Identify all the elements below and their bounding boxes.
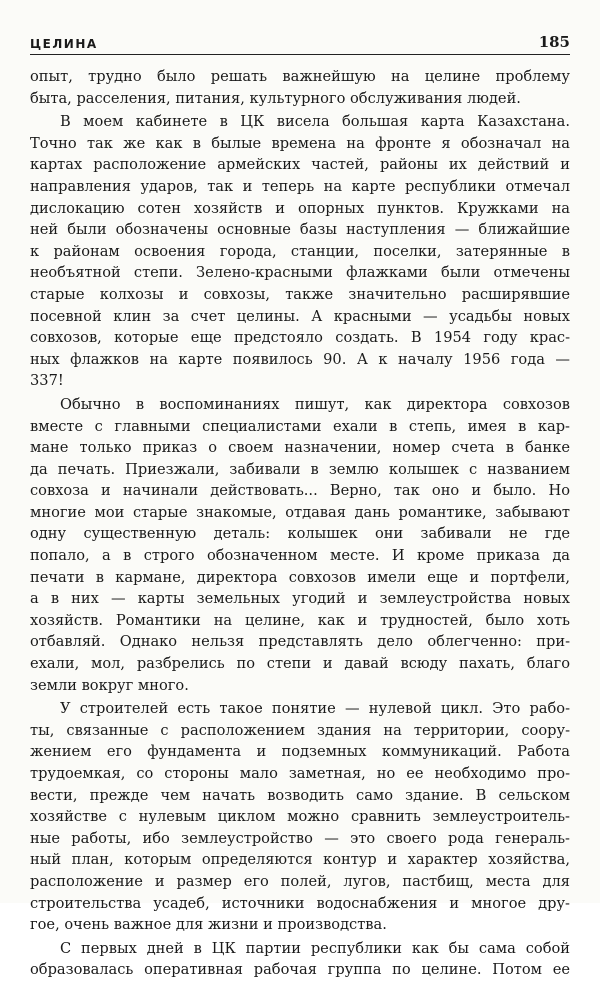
- text-line: да печать. Приезжали, забивали в землю колышек с названием: [30, 460, 570, 478]
- text-line: картах расположение армейских частей, районы их действий и: [30, 156, 570, 174]
- text-line: ней были обозначены основные базы наступления — ближайшие: [30, 221, 570, 239]
- paragraph: [30, 394, 570, 696]
- text-line: ты, связанные с расположением здания на территории, соору-: [30, 721, 570, 739]
- text-line: ных флажков на карте появилось 90. А к началу 1956 года —: [30, 350, 570, 368]
- text-line: быта, расселения, питания, культурного обслуживания людей.: [30, 89, 521, 107]
- text-line: ные работы, ибо землеустройство — это своего рода генераль-: [30, 829, 570, 847]
- text-line: хозяйстве с нулевым циклом можно сравнить землеустроитель-: [30, 808, 570, 826]
- text-line: гое, очень важное для жизни и производства.: [30, 916, 387, 934]
- text-line: 337!: [30, 372, 64, 390]
- text-line: расположение и размер его полей, лугов, пастбищ, места для: [30, 872, 570, 890]
- text-line: совхоза и начинали действовать... Верно, так оно и было. Но: [30, 482, 570, 500]
- text-line: трудоемкая, со стороны мало заметная, но ее необходимо про-: [30, 765, 570, 782]
- text-line: Точно так же как в былые времена на фронте я обозначал на: [30, 134, 570, 152]
- paragraph: [30, 111, 570, 392]
- text-line: хозяйств. Романтики на целине, как и трудностей, было хоть: [30, 611, 570, 629]
- text-line: ехали, мол, разбрелись по степи и давай всюду пахать, благо: [30, 655, 570, 673]
- text-line: старые колхозы и совхозы, также значительно расширявшие: [30, 285, 570, 303]
- text-line: вести, прежде чем начать возводить само здание. В сельском: [30, 786, 570, 804]
- text-line: Обычно в воспоминаниях пишут, как директора совхозов: [60, 395, 570, 413]
- text-line: многие мои старые знакомые, отдавая дань романтике, забывают: [30, 503, 570, 521]
- section-title: ЦЕЛИНА: [30, 37, 98, 51]
- text-line: дислокацию сотен хозяйств и опорных пунктов. Кружками на: [30, 199, 570, 217]
- text-line: земли вокруг много.: [30, 676, 189, 694]
- text-line: опыт, трудно было решать важнейшую на целине проблему: [30, 68, 570, 85]
- text-line: направления ударов, так и теперь на карте республики отмечал: [30, 177, 570, 195]
- running-head: [30, 30, 570, 55]
- text-line: мане только приказ о своем назначении, номер счета в банке: [30, 439, 570, 457]
- text-line: С первых дней в ЦК партии республики как бы сама собой: [60, 939, 570, 957]
- text-line: а в них — карты земельных угодий и землеустройства новых: [30, 590, 570, 608]
- text-line: вместе с главными специалистами ехали в степь, имея в кар-: [30, 417, 570, 435]
- text-line: жением его фундамента и подземных коммуникаций. Работа: [30, 743, 570, 761]
- text-line: В моем кабинете в ЦК висела большая карта Казахстана.: [60, 113, 570, 131]
- text-line: отбавляй. Однако нельзя представлять дело облегченно: при-: [30, 633, 570, 651]
- text-line: ный план, которым определяются контур и характер хозяйства,: [30, 851, 570, 869]
- body-text: [30, 66, 570, 983]
- paragraph: [30, 938, 570, 981]
- text-line: образовалась оперативная рабочая группа по целине. Потом ее: [30, 961, 570, 979]
- text-line: строительства усадеб, источники водоснабжения и многое дру-: [30, 894, 570, 912]
- text-line: необъятной степи. Зелено-красными флажками были отмечены: [30, 264, 570, 282]
- page-number: 185: [538, 33, 570, 51]
- text-line: У строителей есть такое понятие — нулевой цикл. Это рабо-: [60, 700, 570, 718]
- text-line: совхозов, которые еще предстояло создать. В 1954 году крас-: [30, 329, 570, 347]
- text-line: печати в кармане, директора совхозов имели еще и портфели,: [30, 568, 570, 586]
- text-line: посевной клин за счет целины. А красными — усадьбы новых: [30, 307, 570, 325]
- text-line: одну существенную деталь: колышек они забивали не где: [30, 525, 570, 543]
- paragraph: [30, 698, 570, 936]
- paragraph: [30, 66, 570, 109]
- text-line: к районам освоения города, станции, поселки, затерянные в: [30, 242, 570, 260]
- text-line: попало, а в строго обозначенном месте. И кроме приказа да: [30, 547, 570, 565]
